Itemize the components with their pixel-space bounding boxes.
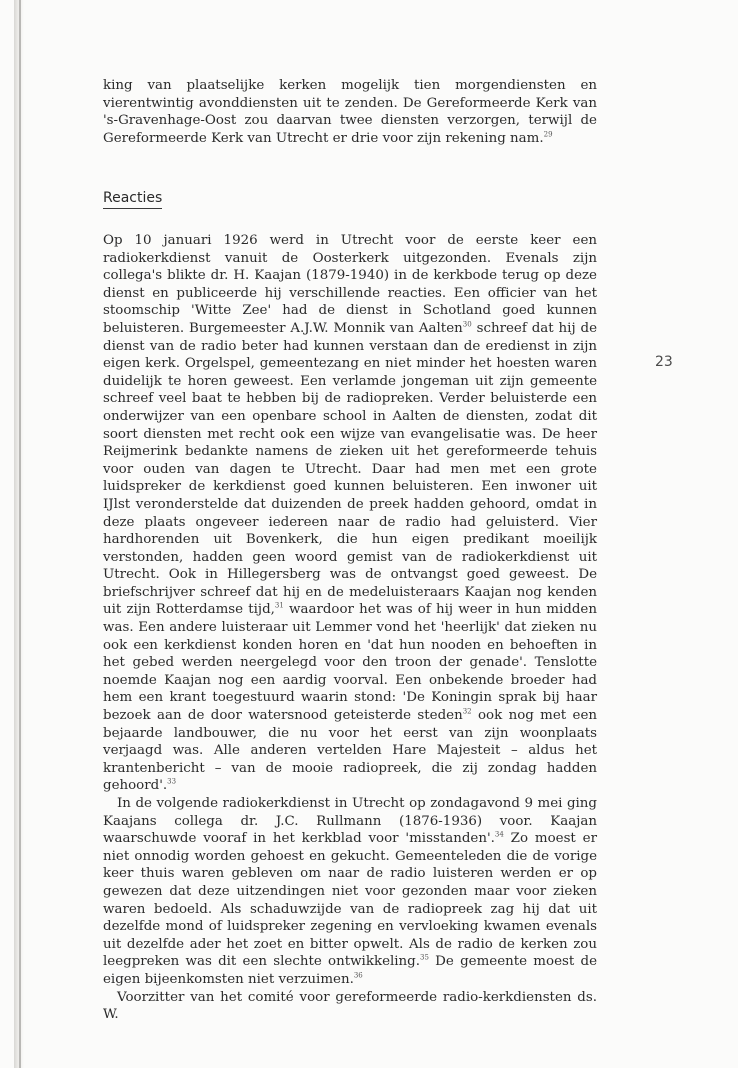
paragraph-text: Op 10 januari 1926 werd in Utrecht voor de eerste keer een radiokerkdienst vanuit de Oosterkerk uitgezonden. Evenals zijn collega's blikte dr. H. Kaajan (1879-1940) in de kerkbode terug op deze dienst en publiceerde hij verschillende reacties. Een officier van het stoomschip 'Witte Zee' had de dienst in Schotland goed kunnen beluisteren. Burgemeester A.J.W. Monnik van Aalten bbox=[103, 233, 597, 336]
paragraph-text: Voorzitter van het comité voor gereformeerde radio-kerkdiensten ds. W. bbox=[103, 989, 597, 1023]
page-number: 23 bbox=[655, 354, 673, 370]
paragraph-3 bbox=[103, 989, 597, 1024]
body-text bbox=[103, 232, 597, 1024]
paragraph-text: Zo moest er niet onnodig worden gehoest en gekucht. Gemeenteleden die de vorige keer thuis waren gebleven om naar de radio luisteren werden er op gewezen dat deze uitzendingen niet voor gezonden maar voor zieken waren bedoeld. Als schaduwzijde van de radiopreek zag hij dat uit dezelfde mond of luidspreker zegening en vervloeking kwamen evenals uit dezelfde ader het zoet en bitter opwelt. Als de radio de kerken zou leegpreken was dit een slechte ontwikkeling. bbox=[103, 831, 597, 970]
paragraph-2 bbox=[103, 795, 597, 989]
paragraph-text: ook nog met een bejaarde landbouwer, die nu voor het eerst van zijn woonplaats verjaagd was. Alle anderen vertelden Hare Majesteit – aldus het krantenbericht – van de mooie radiopreek, die zij zondag hadden gehoord'. bbox=[103, 708, 597, 794]
paragraph-1 bbox=[103, 232, 597, 795]
footnote-ref: 36 bbox=[353, 971, 363, 980]
paragraph-text: In de volgende radiokerkdienst in Utrecht op zondagavond 9 mei ging Kaajans collega dr. J.C. Rullmann (1876-1936) voor. Kaajan waarschuwde vooraf in het kerkblad voor 'misstanden'. bbox=[103, 796, 597, 847]
footnote-ref: 32 bbox=[462, 707, 472, 716]
paragraph-text: De gemeente moest de eigen bijeenkomsten niet verzuimen. bbox=[103, 954, 597, 987]
paragraph-text: waardoor het was of hij weer in hun midden was. Een andere luisteraar uit Lemmer vond het 'heerlijk' dat zieken nu ook een kerkdienst konden horen en 'dat hun nooden en behoeften in het gebed werden neergelegd voor den troon der genade'. Tenslotte noemde Kaajan nog een aardig voorval. Een onbekende broeder had hem een krant toegestuurd waarin stond: 'De Koningin sprak bij haar bezoek aan de door watersnood geteisterde steden bbox=[103, 602, 597, 724]
footnote-ref: 30 bbox=[462, 320, 472, 329]
intro-paragraph bbox=[103, 77, 597, 147]
footnote-ref: 34 bbox=[494, 830, 504, 839]
footnote-ref: 29 bbox=[543, 130, 553, 139]
footnote-ref: 35 bbox=[420, 953, 429, 962]
binding-line bbox=[19, 0, 21, 1068]
footnote-ref: 31 bbox=[274, 602, 284, 610]
intro-text: king van plaatselijke kerken mogelijk tien morgendiensten en vierentwintig avonddiensten uit te zenden. De Gereformeerde Kerk van 's-Gravenhage-Oost zou daarvan twee diensten verzorgen, terwijl de Gereformeerde Kerk van Utrecht er drie voor zijn rekening nam. bbox=[103, 78, 597, 146]
footnote-ref: 33 bbox=[167, 777, 177, 786]
paragraph-text: schreef dat hij de dienst van de radio beter had kunnen verstaan dan de eredienst in zijn eigen kerk. Orgelspel, gemeentezang en niet minder het hoesten waren duidelijk te horen geweest. Een verlamde jongeman uit zijn gemeente schreef veel baat te hebben bij de radiopreken. Verder beluisterde een onderwijzer van een openbare school in Aalten de diensten, zodat dit soort diensten met recht ook een wijze van evangelisatie was. De heer Reijmerink bedankte namens de zieken uit het gereformeerde tehuis voor ouden van dagen te Utrecht. Daar had men met een grote luidspreker de kerkdienst goed kunnen beluisteren. Een inwoner uit IJlst veronderstelde dat duizenden de preek hadden gehoord, omdat in deze plaats ongeveer iedereen naar de radio had geluisterd. Vier hardhorenden uit Bovenkerk, die hun eigen predikant moeilijk verstonden, hadden geen woord gemist van de radiokerkdienst uit Utrecht. Ook in Hillegersberg was de ontvangst goed geweest. De briefschrijver schreef dat hij en de medeluisteraars Kaajan nog kenden uit zijn Rotterdamse tijd, bbox=[103, 320, 597, 618]
section-heading: Reacties bbox=[103, 190, 162, 209]
